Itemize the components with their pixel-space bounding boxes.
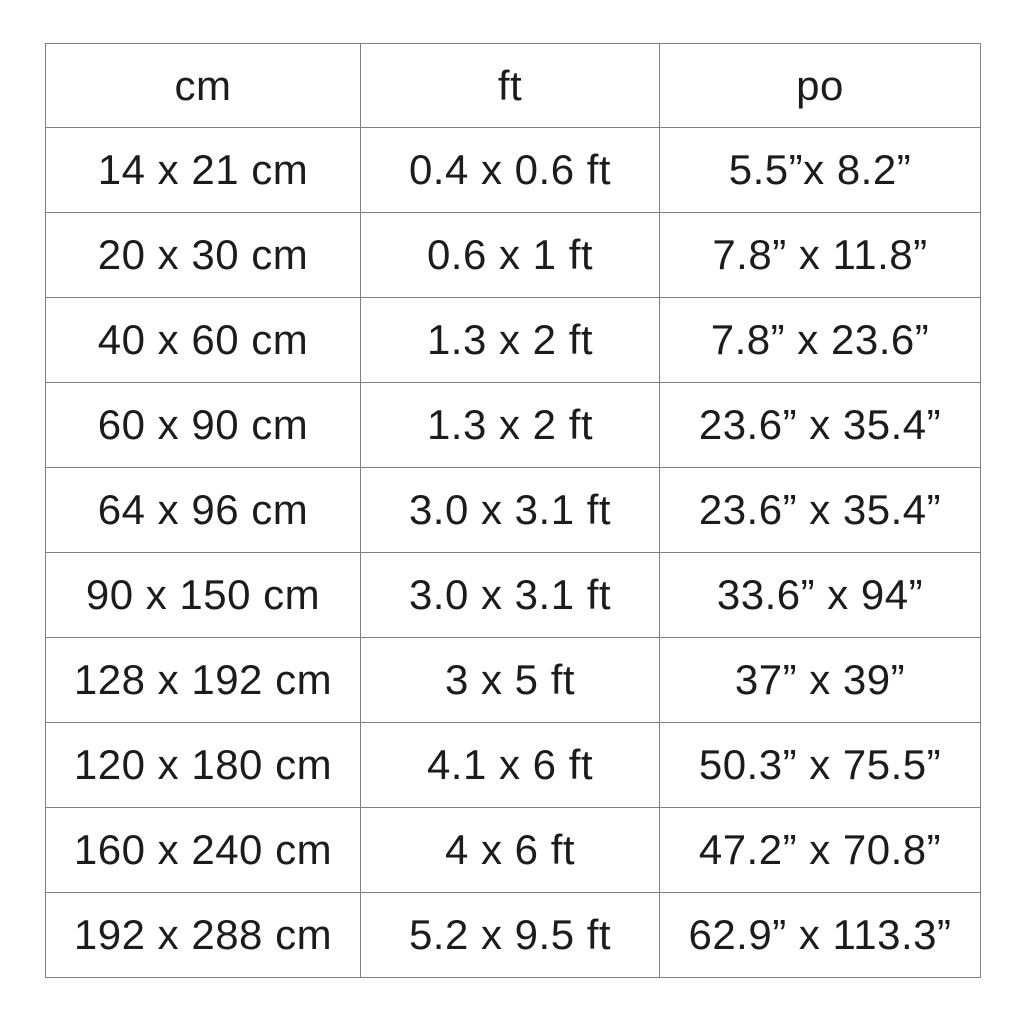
size-conversion-table xyxy=(45,43,981,978)
table-cell-ft: 0.6 x 1 ft xyxy=(361,213,660,298)
table-cell-cm: 160 x 240 cm xyxy=(46,808,361,893)
table-cell-po: 5.5”x 8.2” xyxy=(660,128,981,213)
table-row xyxy=(46,808,981,893)
table-cell-po: 33.6” x 94” xyxy=(660,553,981,638)
table-cell-ft: 1.3 x 2 ft xyxy=(361,298,660,383)
header-row xyxy=(46,44,981,128)
column-header-ft: ft xyxy=(361,44,660,128)
table-row xyxy=(46,213,981,298)
table-row xyxy=(46,298,981,383)
table-cell-cm: 60 x 90 cm xyxy=(46,383,361,468)
size-conversion-table-container xyxy=(45,43,980,975)
table-cell-ft: 4 x 6 ft xyxy=(361,808,660,893)
table-row xyxy=(46,383,981,468)
table-cell-ft: 3 x 5 ft xyxy=(361,638,660,723)
table-row xyxy=(46,723,981,808)
table-cell-ft: 0.4 x 0.6 ft xyxy=(361,128,660,213)
table-cell-cm: 20 x 30 cm xyxy=(46,213,361,298)
table-cell-cm: 90 x 150 cm xyxy=(46,553,361,638)
table-cell-po: 7.8” x 11.8” xyxy=(660,213,981,298)
table-cell-cm: 192 x 288 cm xyxy=(46,893,361,978)
table-cell-cm: 14 x 21 cm xyxy=(46,128,361,213)
table-cell-ft: 3.0 x 3.1 ft xyxy=(361,553,660,638)
table-cell-cm: 120 x 180 cm xyxy=(46,723,361,808)
table-row xyxy=(46,553,981,638)
table-row xyxy=(46,893,981,978)
table-cell-po: 62.9” x 113.3” xyxy=(660,893,981,978)
column-header-cm: cm xyxy=(46,44,361,128)
table-cell-cm: 40 x 60 cm xyxy=(46,298,361,383)
table-cell-ft: 5.2 x 9.5 ft xyxy=(361,893,660,978)
table-cell-po: 23.6” x 35.4” xyxy=(660,468,981,553)
table-cell-po: 23.6” x 35.4” xyxy=(660,383,981,468)
table-cell-po: 37” x 39” xyxy=(660,638,981,723)
table-row xyxy=(46,638,981,723)
column-header-po: po xyxy=(660,44,981,128)
table-row xyxy=(46,468,981,553)
table-row xyxy=(46,128,981,213)
table-cell-ft: 4.1 x 6 ft xyxy=(361,723,660,808)
table-cell-ft: 1.3 x 2 ft xyxy=(361,383,660,468)
table-cell-po: 50.3” x 75.5” xyxy=(660,723,981,808)
table-cell-cm: 128 x 192 cm xyxy=(46,638,361,723)
table-cell-po: 7.8” x 23.6” xyxy=(660,298,981,383)
table-cell-cm: 64 x 96 cm xyxy=(46,468,361,553)
table-cell-po: 47.2” x 70.8” xyxy=(660,808,981,893)
table-cell-ft: 3.0 x 3.1 ft xyxy=(361,468,660,553)
